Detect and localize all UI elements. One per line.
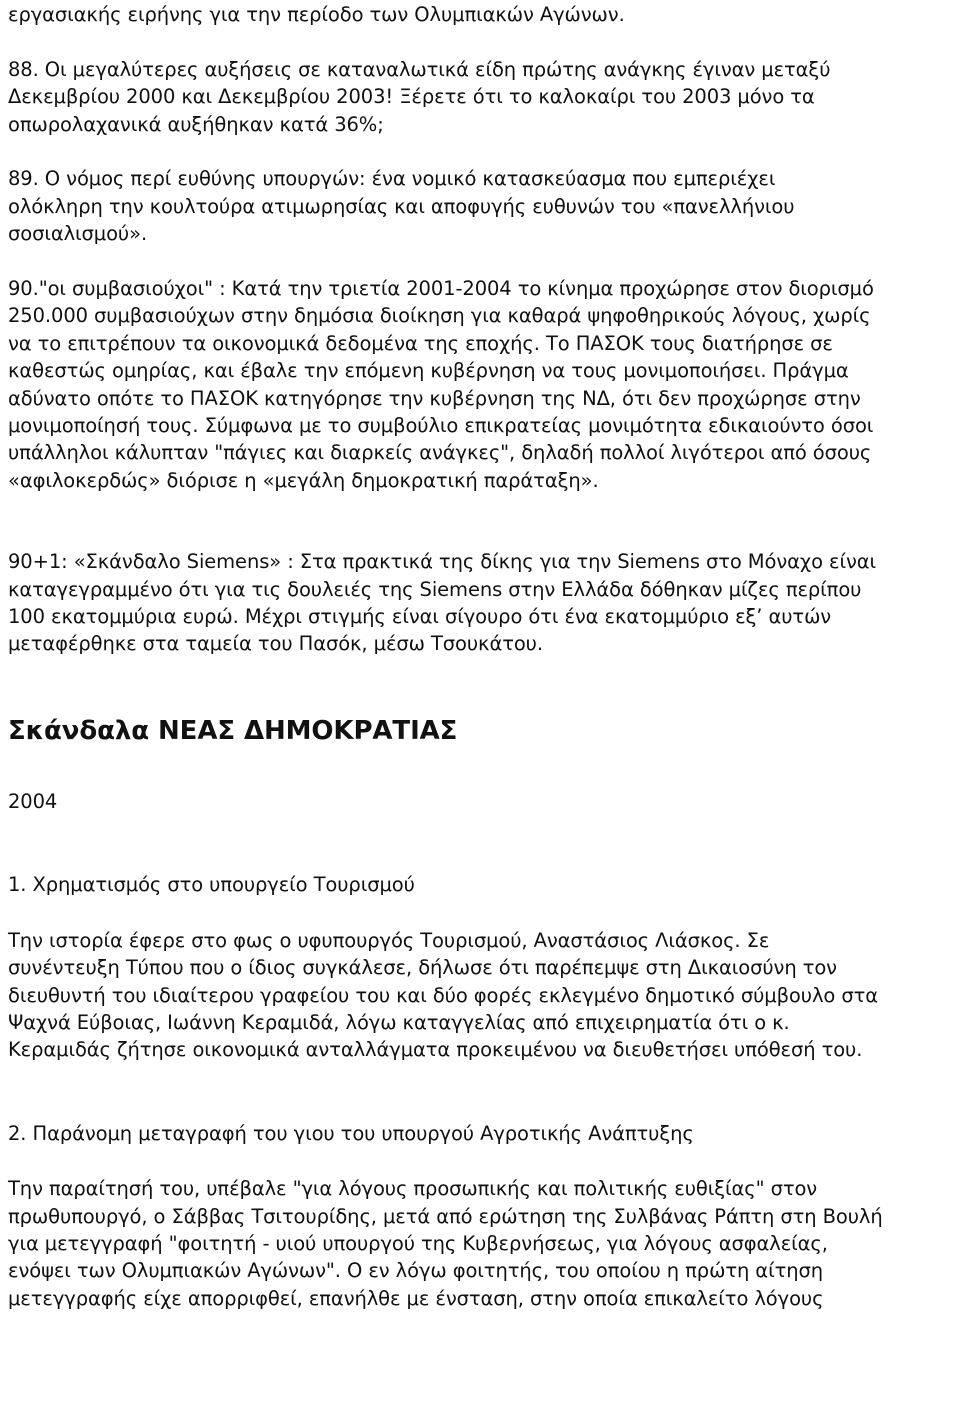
paragraph-gap <box>8 248 956 275</box>
text-line: 90."οι συμβασιούχοι" : Κατά την τριετία 2001-2004 το κίνημα προχώρησε στον διορισμό <box>8 277 874 301</box>
text-line: Ψαχνά Εύβοιας, Ιωάννη Κεραμιδά, λόγω καταγγελίας από επιχειρηματία ότι ο κ. <box>8 1010 790 1034</box>
paragraph-gap <box>8 494 956 548</box>
text-line: εργασιακής ειρήνης για την περίοδο των Ολυμπιακών Αγώνων. <box>8 3 625 26</box>
paragraph-gap <box>8 138 956 165</box>
paragraph-gap <box>8 748 956 788</box>
paragraph-gap <box>8 899 956 927</box>
text-line: Την παραίτησή του, υπέβαλε "για λόγους προσωπικής και πολιτικής ευθιξίας" στον <box>8 1177 818 1201</box>
text-line: μεταφέρθηκε στα ταμεία του Πασόκ, μέσω Τσουκάτου. <box>8 632 543 656</box>
year-label: 2004 <box>8 789 58 813</box>
text-line: υπάλληλοι κάλυπταν "πάγιες και διαρκείς ανάγκες", δηλαδή πολλοί λιγότεροι από όσους <box>8 441 872 465</box>
paragraph-gap <box>8 658 956 714</box>
text-line: καθεστώς ομηρίας, και έβαλε την επόμενη κυβέρνηση να τους μονιμοποιήσει. Πράγμα <box>8 359 849 383</box>
text-line: διευθυντή του ιδιαίτερου γραφείου του και δύο φορές εκλεγμένο δημοτικό σύμβουλο στα <box>8 983 878 1007</box>
text-line: «αφιλοκερδώς» διόρισε η «μεγάλη δημοκρατική παράταξη». <box>8 468 599 492</box>
text-line: μετεγγραφής είχε απορριφθεί, επανήλθε με ένσταση, στην οποία επικαλείτο λόγους <box>8 1286 824 1310</box>
text-line: ενόψει των Ολυμπιακών Αγώνων". Ο εν λόγω φοιτητής, του οποίου η πρώτη αίτηση <box>8 1259 823 1283</box>
text-line: Κεραμιδάς ζήτησε οικονομικά ανταλλάγματα προκειμένου να διευθετήσει υπόθεσή του. <box>8 1038 863 1062</box>
text-line: πρωθυπουργό, ο Σάββας Τσιτουρίδης, μετά από ερώτηση της Συλβάνας Ράπτη στη Βουλή <box>8 1204 883 1228</box>
paragraph-gap <box>8 815 956 871</box>
text-line: 250.000 συμβασιούχων στην δημόσια διοίκηση για καθαρά ψηφοθηρικούς λόγους, χωρίς <box>8 304 871 328</box>
document-page <box>8 0 956 1312</box>
subsection-1-body <box>8 927 956 1064</box>
item-89-paragraph <box>8 165 956 247</box>
text-line: 88. Οι μεγαλύτερες αυξήσεις σε καταναλωτικά είδη πρώτης ανάγκης έγιναν μεταξύ <box>8 57 831 81</box>
paragraph-gap <box>8 28 956 55</box>
item-91-paragraph <box>8 548 956 658</box>
text-line: για μετεγγραφή "φοιτητή - υιού υπουργού της Κυβερνήσεως, για λόγους ασφαλείας, <box>8 1231 828 1255</box>
text-line: Την ιστορία έφερε στο φως ο υφυπουργός Τουρισμού, Αναστάσιος Λιάσκος. Σε <box>8 928 770 952</box>
text-line: να το επιτρέπουν τα οικονομικά δεδομένα της εποχής. Το ΠΑΣΟΚ τους διατήρησε σε <box>8 331 833 355</box>
subsection-2-body <box>8 1175 956 1312</box>
item-90-paragraph <box>8 275 956 494</box>
text-line: οπωρολαχανικά αυξήθηκαν κατά 36%; <box>8 112 384 136</box>
text-line: Δεκεμβρίου 2000 και Δεκεμβρίου 2003! Ξέρετε ότι το καλοκαίρι του 2003 μόνο τα <box>8 85 815 109</box>
text-line: αδύνατο οπότε το ΠΑΣΟΚ κατηγόρησε την κυβέρνηση της ΝΔ, ότι δεν προχώρησε στην <box>8 386 861 410</box>
paragraph-gap <box>8 1064 956 1120</box>
text-line: συνέντευξη Τύπου που ο ίδιος συγκάλεσε, δήλωσε ότι παρέπεμψε στη Δικαιοσύνη τον <box>8 956 837 980</box>
text-line: 89. Ο νόμος περί ευθύνης υπουργών: ένα νομικό κατασκεύασμα που εμπεριέχει <box>8 167 776 191</box>
item-88-paragraph <box>8 56 956 138</box>
text-line: καταγεγραμμένο ότι για τις δουλειές της Siemens στην Ελλάδα δόθηκαν μίζες περίπου <box>8 577 862 601</box>
subsection-2-title: 2. Παράνομη μεταγραφή του γιου του υπουργού Αγροτικής Ανάπτυξης <box>8 1121 694 1145</box>
text-line: μονιμοποίησή τους. Σύμφωνα με το συμβούλιο επικρατείας μονιμότητα εδικαιούντο όσοι <box>8 414 874 438</box>
subsection-1-title: 1. Χρηματισμός στο υπουργείο Τουρισμού <box>8 873 415 897</box>
text-line: 90+1: «Σκάνδαλο Siemens» : Στα πρακτικά της δίκης για την Siemens στο Μόναχο είναι <box>8 550 876 574</box>
text-line: ολόκληρη την κουλτούρα ατιμωρησίας και αποφυγής ευθυνών του «πανελλήνιου <box>8 194 795 218</box>
paragraph-gap <box>8 1147 956 1175</box>
section-heading: Σκάνδαλα ΝΕΑΣ ΔΗΜΟΚΡΑΤΙΑΣ <box>8 715 458 746</box>
text-line: 100 εκατομμύρια ευρώ. Μέχρι στιγμής είναι σίγουρο ότι ένα εκατομμύριο εξ’ αυτών <box>8 605 832 629</box>
intro-paragraph <box>8 1 956 28</box>
text-line: σοσιαλισμού». <box>8 222 148 246</box>
